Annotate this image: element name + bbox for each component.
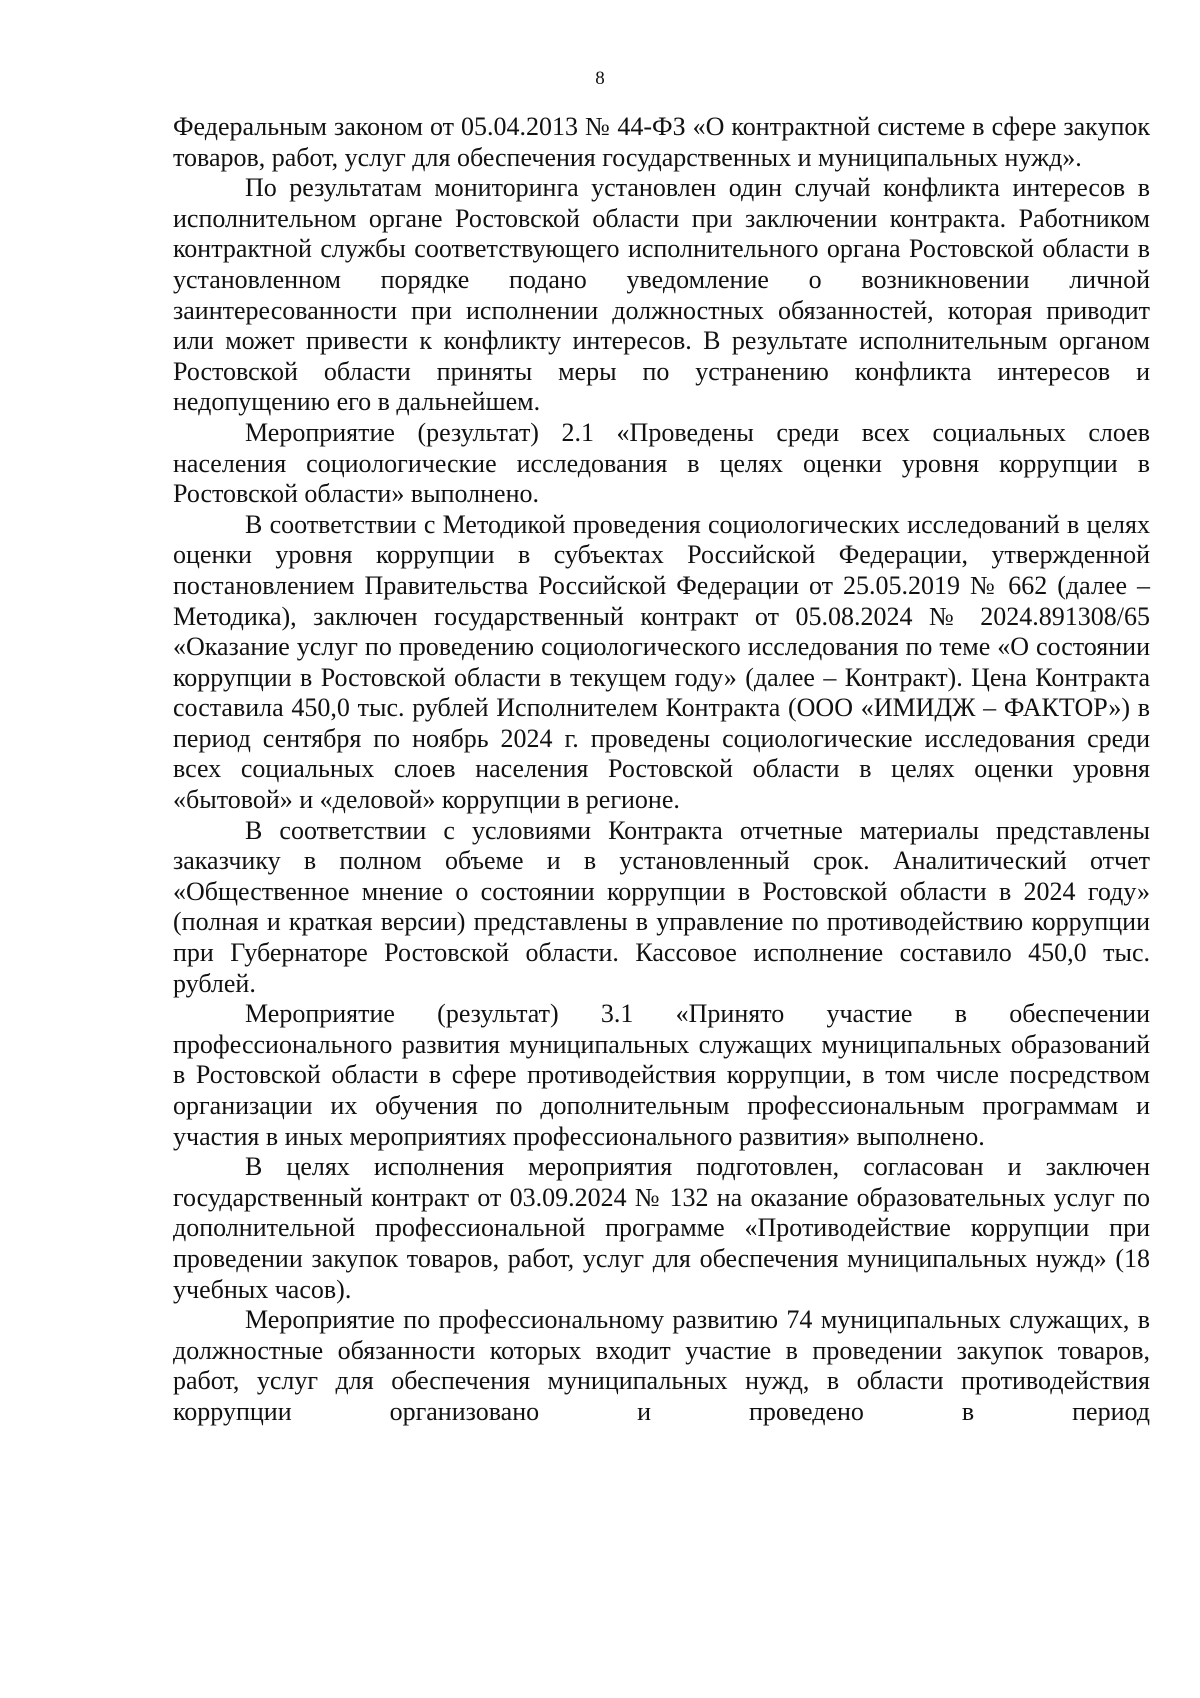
page-number: 8 <box>595 68 605 89</box>
paragraph-measure-3-1: Мероприятие (результат) 3.1 «Принято участие в обеспечении профессионального развития муниципальных служащих муниципальных образований в Ростовской области в сфере противодействия коррупции, в том числе посредством организации их обучения по дополнительным профессиональным программам и участия в иных мероприятиях профессионального развития» выполнено. <box>173 999 1150 1151</box>
paragraph-measure-2-1: Мероприятие (результат) 2.1 «Проведены среди всех социальных слоев населения социологические исследования в целях оценки уровня коррупции в Ростовской области» выполнено. <box>173 417 1150 509</box>
paragraph-professional-development: Мероприятие по профессиональному развитию 74 муниципальных служащих, в должностные обязанности которых входит участие в проведении закупок товаров, работ, услуг для обеспечения муниципальных нужд, в области противодействия коррупции организовано и проведено в период <box>173 1305 1150 1426</box>
paragraph-methodology-contract: В соответствии с Методикой проведения социологических исследований в целях оценки уровня коррупции в субъектах Российской Федерации, утвержденной постановлением Правительства Российской Федерации от 25.05.2019 № 662 (далее – Методика), заключен государственный контракт от 05.08.2024 № 2024.891308/65 «Оказание услуг по проведению социологического исследования по теме «О состоянии коррупции в Ростовской области в текущем году» (далее – Контракт). Цена Контракта составила 450,0 тыс. рублей Исполнителем Контракта (ООО «ИМИДЖ – ФАКТОР») в период сентября по ноябрь 2024 г. проведены социологические исследования среди всех социальных слоев населения Ростовской области в целях оценки уровня «бытовой» и «деловой» коррупции в регионе. <box>173 509 1150 815</box>
paragraph-conflict-of-interest: По результатам мониторинга установлен один случай конфликта интересов в исполнительном органе Ростовской области при заключении контракта. Работником контрактной службы соответствующего исполнительного органа Ростовской области в установленном порядке подано уведомление о возникновении личной заинтересованности при исполнении должностных обязанностей, которая приводит или может привести к конфликту интересов. В результате исполнительным органом Ростовской области приняты меры по устранению конфликта интересов и недопущению его в дальнейшем. <box>173 173 1150 417</box>
document-body <box>173 112 1150 1428</box>
paragraph-law-reference: Федеральным законом от 05.04.2013 № 44-ФЗ «О контрактной системе в сфере закупок товаров, работ, услуг для обеспечения государственных и муниципальных нужд». <box>173 112 1150 172</box>
paragraph-contract-materials: В соответствии с условиями Контракта отчетные материалы представлены заказчику в полном объеме и в установленный срок. Аналитический отчет «Общественное мнение о состоянии коррупции в Ростовской области в 2024 году» (полная и краткая версии) представлены в управление по противодействию коррупции при Губернаторе Ростовской области. Кассовое исполнение составило 450,0 тыс. рублей. <box>173 815 1150 998</box>
paragraph-education-contract: В целях исполнения мероприятия подготовлен, согласован и заключен государственный контракт от 03.09.2024 № 132 на оказание образовательных услуг по дополнительной профессиональной программе «Противодействие коррупции при проведении закупок товаров, работ, услуг для обеспечения муниципальных нужд» (18 учебных часов). <box>173 1152 1150 1304</box>
